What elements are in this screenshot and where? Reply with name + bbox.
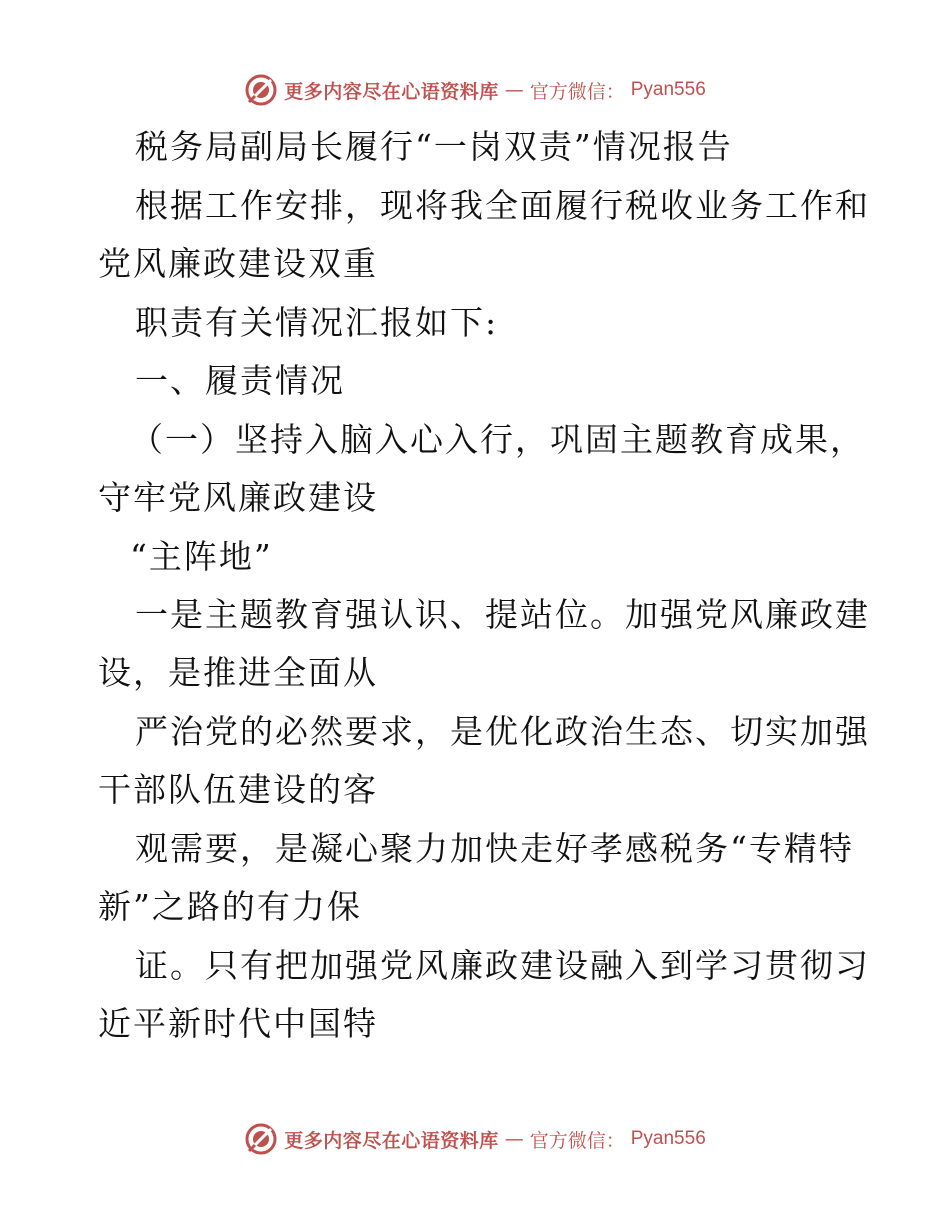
banner-wechat-handle: Pyan556 [630,1128,706,1149]
subsection-heading: （一）坚持入脑入心入行，巩固主题教育成果， [130,420,865,459]
body-line: 党风廉政建设双重 [98,244,378,283]
body-line: 严治党的必然要求，是优化政治生态、切实加强 [135,712,870,751]
pen-logo-icon [244,73,278,107]
banner-contact-label: 官方微信： [529,80,625,103]
body-line: 近平新时代中国特 [98,1004,378,1043]
body-line: 职责有关情况汇报如下: [135,303,499,342]
footer-banner [0,1117,950,1161]
body-line: 干部队伍建设的客 [98,770,378,809]
header-banner [0,68,950,112]
subsection-heading-cont: “主阵地” [130,537,273,576]
banner-main-text: 更多内容尽在心语资料库 [284,80,499,103]
body-line: 新”之路的有力保 [98,887,362,926]
subsection-heading-cont: 守牢党风廉政建设 [98,478,378,517]
body-line: 观需要，是凝心聚力加快走好孝感税务“专精特 [135,829,854,868]
body-line: 一是主题教育强认识、提站位。加强党风廉政建 [135,595,870,634]
pen-logo-icon [244,1122,278,1156]
banner-contact-label: 官方微信： [529,1129,625,1152]
section-heading: 一、履责情况 [135,361,345,400]
banner-dash: — [504,79,524,101]
banner-wechat-handle: Pyan556 [630,79,706,100]
document-title: 税务局副局长履行“一岗双责”情况报告 [135,127,733,166]
banner-dash: — [504,1128,524,1150]
body-line: 设，是推进全面从 [98,653,378,692]
body-line: 证。只有把加强党风廉政建设融入到学习贯彻习 [135,946,870,985]
banner-main-text: 更多内容尽在心语资料库 [284,1129,499,1152]
body-line: 根据工作安排，现将我全面履行税收业务工作和 [135,186,870,225]
